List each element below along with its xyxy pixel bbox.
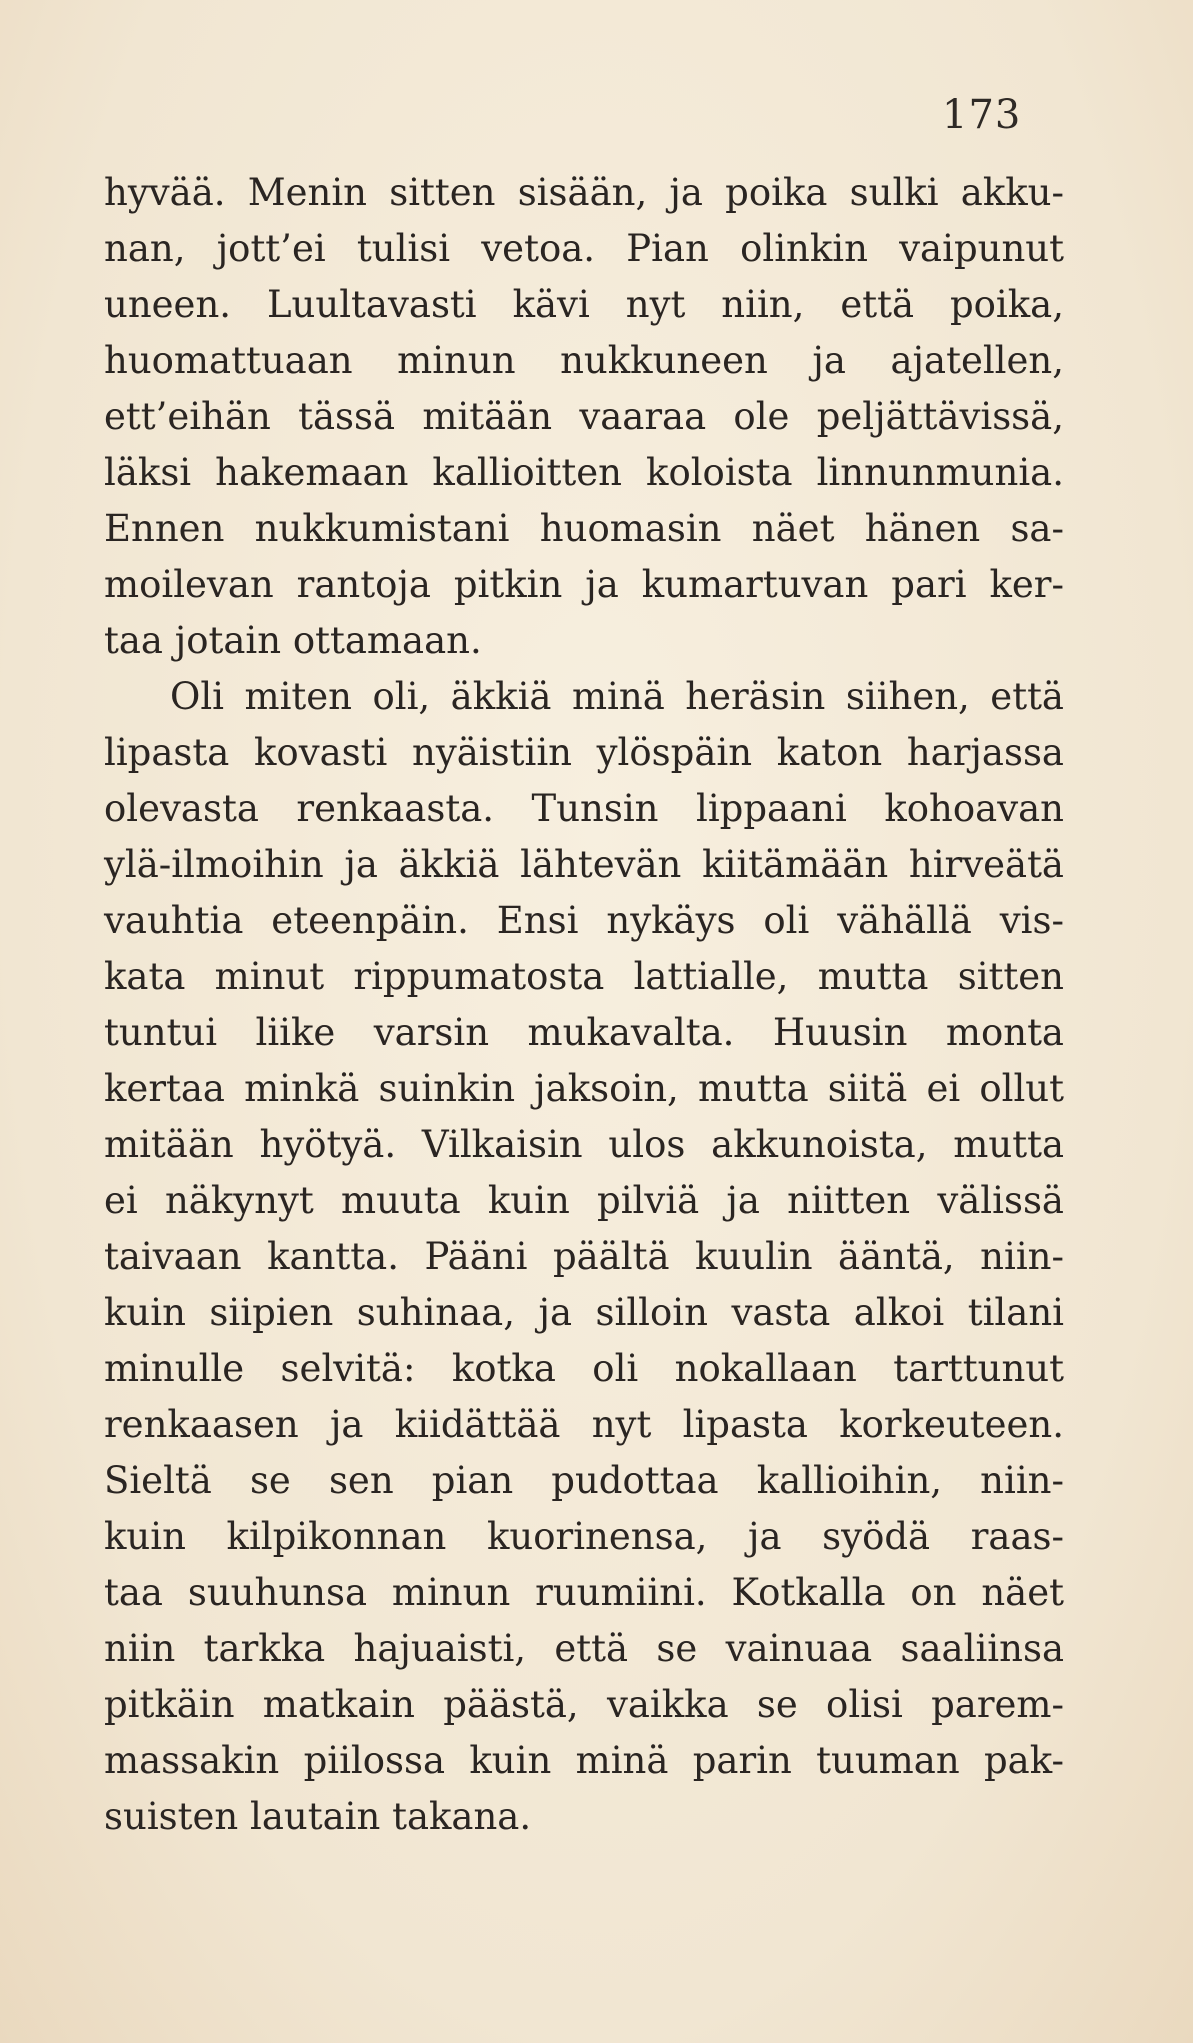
text-line: nan, jott’ei tulisi vetoa. Pian olinkin vaipunut: [104, 227, 1064, 270]
text-line: kata minut rippumatosta lattialle, mutta sitten: [104, 955, 1064, 998]
text-line: ylä-ilmoihin ja äkkiä lähtevän kiitämään hirveätä: [104, 843, 1064, 886]
text-line: lipasta kovasti nyäistiin ylöspäin katon harjassa: [104, 731, 1064, 774]
text-line: vauhtia eteenpäin. Ensi nykäys oli vähällä vis-: [104, 899, 1064, 942]
text-line: kuin kilpikonnan kuorinensa, ja syödä raas-: [104, 1515, 1064, 1558]
text-line: moilevan rantoja pitkin ja kumartuvan pari ker-: [104, 563, 1064, 606]
text-line: Oli miten oli, äkkiä minä heräsin siihen, että: [170, 675, 1064, 718]
body-text: [104, 165, 1064, 1845]
text-line: renkaasen ja kiidättää nyt lipasta korkeuteen.: [104, 1403, 1064, 1446]
text-line: huomattuaan minun nukkuneen ja ajatellen,: [104, 339, 1064, 382]
text-line: mitään hyötyä. Vilkaisin ulos akkunoista, mutta: [104, 1123, 1064, 1166]
text-line: kuin siipien suhinaa, ja silloin vasta alkoi tilani: [104, 1291, 1064, 1334]
text-line: taa jotain ottamaan.: [104, 619, 482, 662]
text-line: läksi hakemaan kallioitten koloista linnunmunia.: [104, 451, 1064, 494]
text-line: taa suuhunsa minun ruumiini. Kotkalla on näet: [104, 1571, 1064, 1614]
page-number: 173: [942, 92, 1022, 138]
text-line: Sieltä se sen pian pudottaa kallioihin, niin-: [104, 1459, 1064, 1502]
text-line: taivaan kantta. Pääni päältä kuulin ääntä, niin-: [104, 1235, 1064, 1278]
text-line: pitkäin matkain päästä, vaikka se olisi parem-: [104, 1683, 1064, 1726]
text-line: uneen. Luultavasti kävi nyt niin, että poika,: [104, 283, 1064, 326]
text-line: massakin piilossa kuin minä parin tuuman pak-: [104, 1739, 1064, 1782]
text-line: suisten lautain takana.: [104, 1795, 532, 1838]
text-line: olevasta renkaasta. Tunsin lippaani kohoavan: [104, 787, 1064, 830]
text-line: ett’eihän tässä mitään vaaraa ole peljättävissä,: [104, 395, 1064, 438]
text-line: niin tarkka hajuaisti, että se vainuaa saaliinsa: [104, 1627, 1064, 1670]
text-line: minulle selvitä: kotka oli nokallaan tarttunut: [104, 1347, 1064, 1390]
text-line: hyvää. Menin sitten sisään, ja poika sulki akku-: [104, 171, 1064, 214]
text-line: kertaa minkä suinkin jaksoin, mutta siitä ei ollut: [104, 1067, 1064, 1110]
text-line: tuntui liike varsin mukavalta. Huusin monta: [104, 1011, 1064, 1054]
text-line: Ennen nukkumistani huomasin näet hänen sa-: [104, 507, 1064, 550]
text-line: ei näkynyt muuta kuin pilviä ja niitten välissä: [104, 1179, 1064, 1222]
